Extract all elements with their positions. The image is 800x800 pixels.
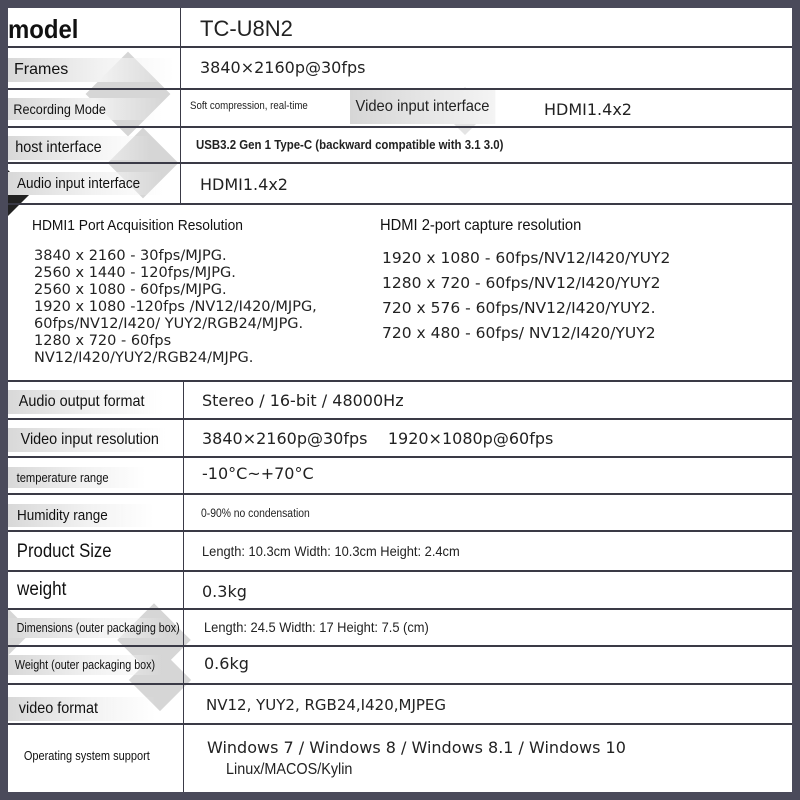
port1-list (34, 248, 317, 367)
port2-title: HDMI 2-port capture resolution (380, 217, 582, 234)
product-size-value: Length: 10.3cm Width: 10.3cm Height: 2.4cm (202, 543, 460, 559)
row-divider (8, 380, 792, 382)
audio-output-format-label: Audio output format (8, 390, 163, 414)
port2-list (382, 246, 670, 346)
port1-line: NV12/I420/YUY2/RGB24/MJPG. (34, 350, 254, 366)
recording-mode-value: Soft compression, real-time (190, 100, 308, 112)
row-divider (8, 683, 792, 685)
weight-value: 0.3kg (202, 582, 247, 601)
operating-system-support-label: Operating system support (23, 749, 150, 763)
row-divider (8, 723, 792, 725)
temperature-range-value: -10°C~+70°C (202, 464, 314, 483)
audio-input-interface-value: HDMI1.4x2 (200, 175, 288, 194)
host-interface-value: USB3.2 Gen 1 Type-C (backward compatible with 3.1 3.0) (196, 137, 504, 152)
frames-label: Frames (8, 58, 174, 82)
frames-value: 3840×2160p@30fps (200, 58, 366, 77)
row-divider (8, 126, 792, 128)
operating-system-support-value-2: Linux/MACOS/Kylin (226, 761, 353, 778)
operating-system-support-value: Windows 7 / Windows 8 / Windows 8.1 / Windows 10 (207, 738, 626, 757)
product-size-label: Product Size (16, 541, 112, 562)
audio-output-format-value: Stereo / 16-bit / 48000Hz (202, 391, 404, 410)
video-input-interface-value: HDMI1.4x2 (544, 100, 632, 119)
audio-input-interface-label: Audio input interface (8, 172, 163, 195)
row-divider (8, 493, 792, 495)
video-input-resolution-value: 3840×2160p@30fps 1920×1080p@60fps (202, 429, 554, 448)
row-divider (8, 162, 792, 164)
dimensions-outer-packaging-box-label: Dimensions (outer packaging box) (8, 618, 168, 638)
video-format-value: NV12, YUY2, RGB24,I420,MJPEG (206, 696, 447, 714)
row-divider (8, 456, 792, 458)
row-divider (8, 203, 792, 205)
port1-line: 2560 x 1440 - 120fps/MJPG. (34, 265, 236, 281)
model-value: TC-U8N2 (200, 16, 293, 41)
video-input-interface-label: Video input interface (350, 90, 495, 124)
temperature-range-label: temperature range (8, 467, 146, 488)
video-format-label: video format (8, 697, 156, 721)
weight-outer-packaging-box-value: 0.6kg (204, 654, 249, 673)
port2-line: 720 x 480 - 60fps/ NV12/I420/YUY2 (382, 324, 656, 342)
port1-line: 1920 x 1080 -120fps /NV12/I420/MJPG, (34, 299, 317, 315)
port1-title: HDMI1 Port Acquisition Resolution (32, 217, 243, 234)
row-divider (8, 418, 792, 420)
column-divider (183, 380, 184, 792)
column-divider (180, 8, 181, 203)
model-label: model (8, 14, 79, 44)
row-divider (8, 570, 792, 572)
humidity-range-value: 0-90% no condensation (201, 508, 310, 520)
port1-line: 3840 x 2160 - 30fps/MJPG. (34, 248, 227, 264)
row-divider (8, 645, 792, 647)
port2-line: 1920 x 1080 - 60fps/NV12/I420/YUY2 (382, 249, 671, 267)
weight-label: weight (17, 579, 67, 600)
row-divider (8, 608, 792, 610)
port1-line: 1280 x 720 - 60fps (34, 333, 172, 349)
port1-line: 2560 x 1080 - 60fps/MJPG. (34, 282, 227, 298)
port2-line: 720 x 576 - 60fps/NV12/I420/YUY2. (382, 299, 656, 317)
row-divider (8, 530, 792, 532)
humidity-range-label: Humidity range (8, 504, 154, 527)
dimensions-outer-packaging-box-value: Length: 24.5 Width: 17 Height: 7.5 (cm) (204, 619, 429, 635)
recording-mode-label: Recording Mode (8, 98, 163, 120)
video-input-resolution-label: Video input resolution (8, 428, 166, 452)
port1-line: 60fps/NV12/I420/ YUY2/RGB24/MJPG. (34, 316, 304, 332)
port2-line: 1280 x 720 - 60fps/NV12/I420/YUY2 (382, 274, 661, 292)
host-interface-label: host interface (8, 136, 150, 160)
weight-outer-packaging-box-label: Weight (outer packaging box) (8, 655, 163, 675)
spec-sheet (8, 8, 792, 792)
row-divider (8, 46, 792, 48)
